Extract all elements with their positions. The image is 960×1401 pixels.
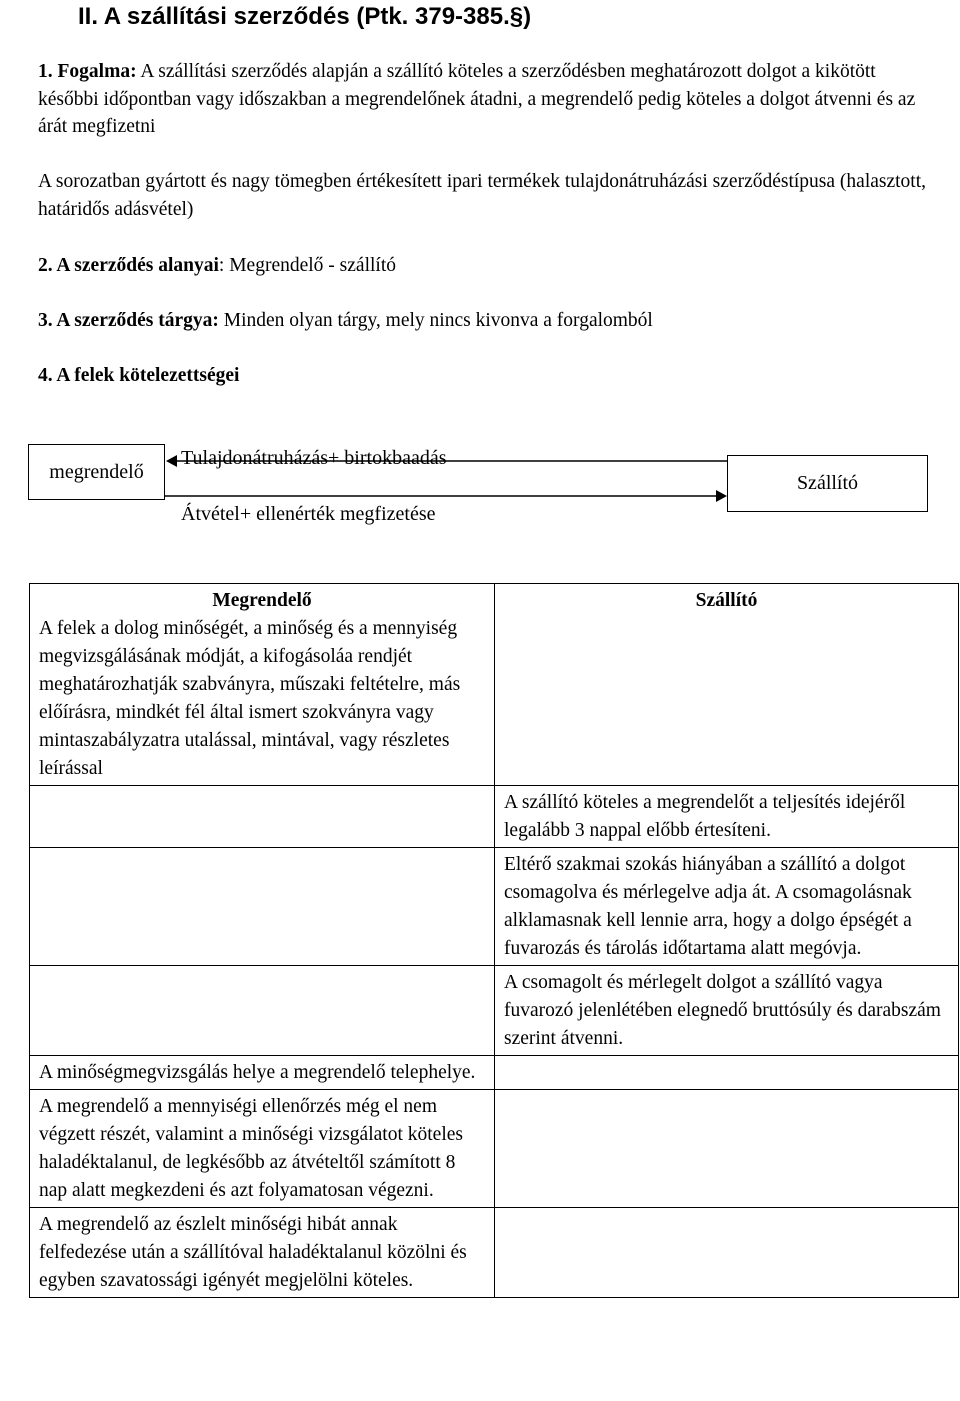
table-row	[30, 1056, 959, 1090]
subject-text: Minden olyan tárgy, mely nincs kivonva a forgalomból	[218, 310, 653, 331]
szallito-label: Szállító	[796, 472, 859, 494]
table-cell-left	[30, 848, 495, 966]
table-cell-right: A csomagolt és mérlegelt dolgot a szállító vagya fuvarozó jelenlétében elegnedő bruttósúly és darabszám szerint átvenni.	[495, 966, 959, 1056]
obligations-heading: 4. A felek kötelezettségei	[38, 365, 240, 386]
table-row	[30, 1090, 959, 1208]
bottom-arrow-label: Átvétel+ ellenérték megfizetése	[181, 503, 436, 525]
table-cell-left	[30, 786, 495, 848]
parties-text: : Megrendelő - szállító	[218, 255, 396, 276]
table-cell-right: A szállító köteles a megrendelőt a teljesítés idejéről legalább 3 nappal előbb értesíteni.	[495, 786, 959, 848]
cell-text: A felek a dolog minőségét, a minőség és a mennyiség megvizsgálásának módját, a kifogásoláa rendjét meghatározhatják szabványra, műszaki feltételre, más előírásra, mindkét fél által ismert szokványra vagy mintaszabályzatra utalással, mintával, vagy részletes leírással	[39, 618, 461, 779]
table-row	[30, 584, 959, 786]
table-cell-right	[495, 584, 959, 786]
table-row	[30, 786, 959, 848]
table-cell-left: A minőségmegvizsgálás helye a megrendelő telephelye.	[30, 1056, 495, 1090]
table-cell-left	[30, 584, 495, 786]
table-cell-right	[495, 1056, 959, 1090]
obligation-arrows	[0, 440, 960, 510]
table-cell-right: Eltérő szakmai szokás hiányában a szállító a dolgot csomagolva és mérlegelve adja át. A csomagolásnak alklamasnak kell lennie arra, hogy a dolgo épségét a fuvarozás és tárolás időtartama alatt megóvja.	[495, 848, 959, 966]
parties-paragraph	[38, 252, 938, 280]
left-arrowhead	[166, 455, 177, 467]
subject-paragraph	[38, 307, 938, 335]
table-row	[30, 966, 959, 1056]
top-arrow-label: Tulajdonátruházás+ birtokbaadás	[181, 447, 447, 469]
table-cell-right	[495, 1090, 959, 1208]
column-header-megrendelo: Megrendelő	[212, 590, 312, 611]
column-header-szallito: Szállító	[695, 590, 758, 611]
page-title: II. A szállítási szerződés (Ptk. 379-385.§)	[78, 3, 532, 30]
table-cell-right	[495, 1208, 959, 1298]
table-cell-left: A megrendelő az észlelt minőségi hibát annak felfedezése után a szállítóval haladéktalanul közölni és egyben szavatossági igényét megjelölni köteles.	[30, 1208, 495, 1298]
parties-label: 2. A szerződés alanyai	[38, 255, 219, 276]
definition-label: 1. Fogalma:	[38, 61, 137, 82]
right-arrowhead	[716, 490, 727, 502]
obligations-table	[29, 583, 959, 1298]
table-cell-left: A megrendelő a mennyiségi ellenőrzés még el nem végzett részét, valamint a minőségi vizsgálatot köteles haladéktalanul, de legkésőbb az átvételtől számított 8 nap alatt megkezdeni és azt folyamatosan végezni.	[30, 1090, 495, 1208]
type-note-paragraph: A sorozatban gyártott és nagy tömegben értékesített ipari termékek tulajdonátruházási szerződéstípusa (halasztott, határidős adásvétel)	[38, 171, 927, 220]
table-row	[30, 1208, 959, 1298]
table-row	[30, 848, 959, 966]
table-cell-left	[30, 966, 495, 1056]
definition-text: A szállítási szerződés alapján a szállító köteles a szerződésben meghatározott dolgot a kikötött későbbi időpontban vagy időszakban a megrendelőnek átadni, a megrendelő pedig köteles a dolgot átvenni és az árát megfizetni	[38, 61, 916, 137]
definition-paragraph	[38, 58, 938, 141]
subject-label: 3. A szerződés tárgya:	[38, 310, 219, 331]
megrendelo-label: megrendelő	[49, 460, 144, 483]
